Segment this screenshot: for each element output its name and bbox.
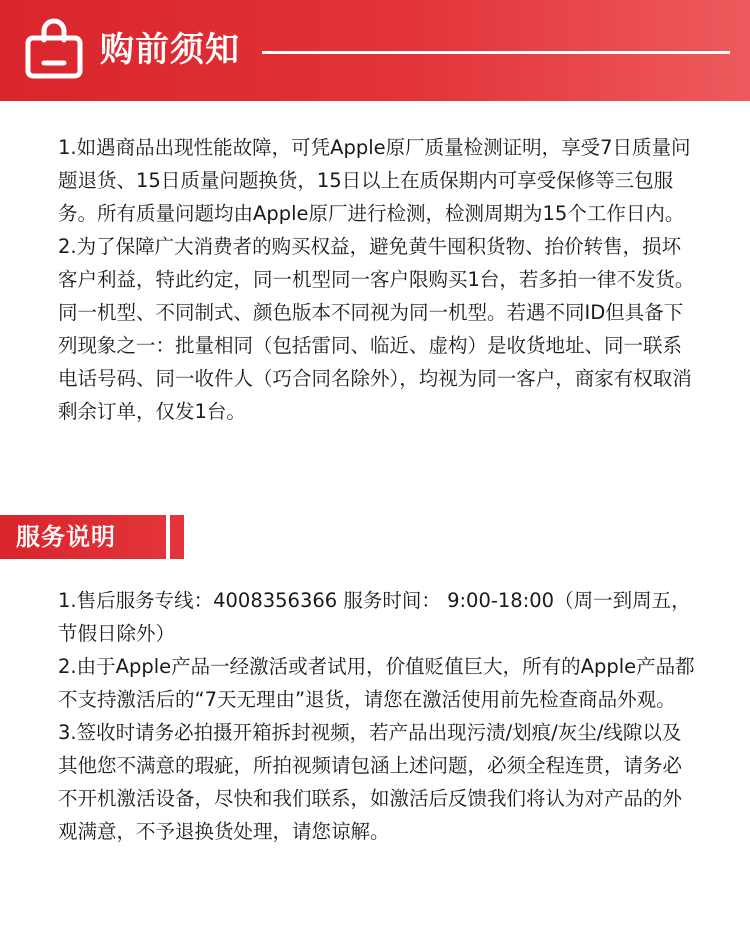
purchase-notes	[58, 131, 698, 428]
title-divider	[262, 51, 730, 54]
note-item: 1.如遇商品出现性能故障，可凭Apple原厂质量检测证明，享受7日质量问题退货、15日质量问题换货，15日以上在质保期内可享受保修等三包服务。所有质量问题均由Apple原厂进行检测，检测周期为15个工作日内。	[58, 136, 691, 225]
service-item: 2.由于Apple产品一经激活或者试用，价值贬值巨大，所有的Apple产品都不支持激活后的“7天无理由”退货，请您在激活使用前先检查商品外观。	[58, 655, 695, 711]
service-item: 3.签收时请务必拍摄开箱拆封视频，若产品出现污渍/划痕/灰尘/线隙以及其他您不满意的瑕疵，所拍视频请包涵上述问题，必须全程连贯，请务必不开机激活设备，尽快和我们联系，如激活后反馈我们将认为对产品的外观满意，不予退换货处理，请您谅解。	[58, 721, 683, 843]
service-item: 1.售后服务专线：4008356366 服务时间： 9:00-18:00（周一到周五，节假日除外）	[58, 589, 691, 645]
header-banner	[0, 0, 750, 101]
section-tab-accent	[170, 515, 184, 559]
note-item: 2.为了保障广大消费者的购买权益，避免黄牛囤积货物、抬价转售，损坏客户利益，特此约定，同一机型同一客户限购买1台，若多拍一律不发货。同一机型、不同制式、颜色版本不同视为同一机型。若遇不同ID但具备下列现象之一：批量相同（包括雷同、临近、虚构）是收货地址、同一联系电话号码、同一收件人（巧合同名除外），均视为同一客户，商家有权取消剩余订单，仅发1台。	[58, 235, 695, 423]
section-title: 服务说明	[16, 523, 116, 551]
page-title: 购前须知	[100, 30, 240, 70]
service-section-header	[0, 515, 166, 559]
service-notes	[58, 584, 698, 848]
shopping-bag-icon	[22, 16, 86, 80]
